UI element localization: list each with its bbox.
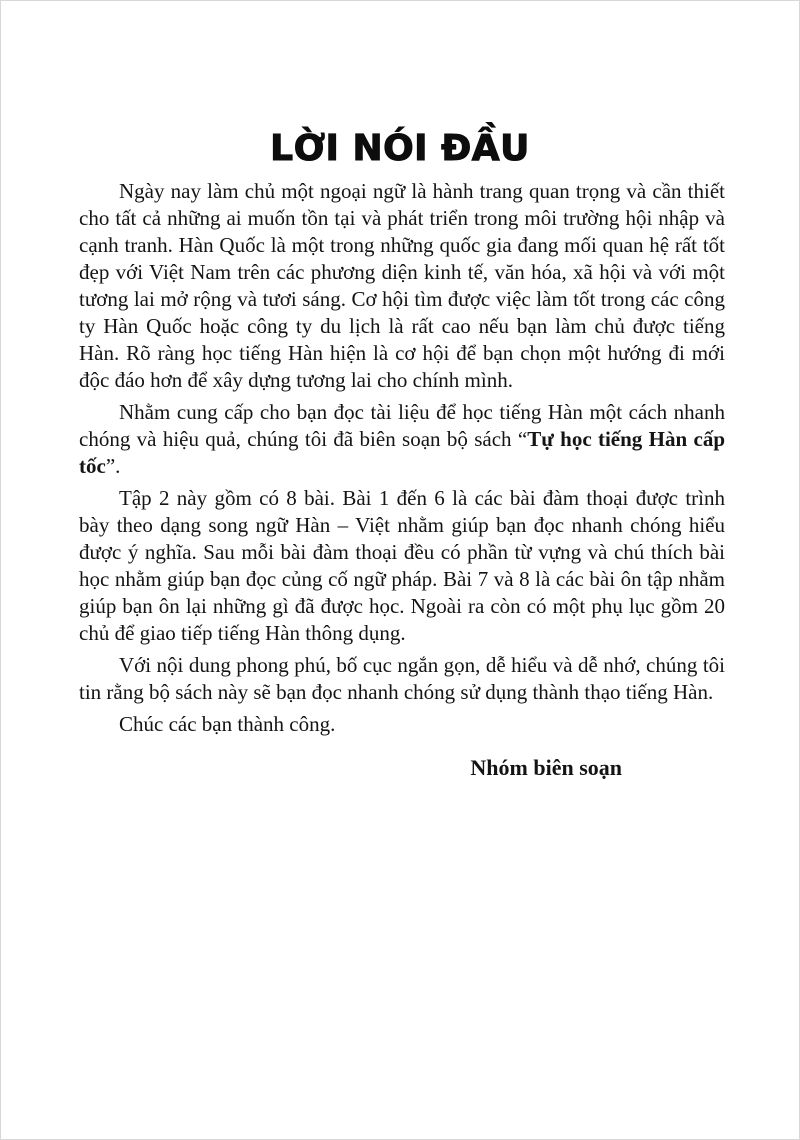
closing-wish-line: Chúc các bạn thành công. bbox=[119, 712, 336, 736]
book-title-emphasis: Tự học tiếng Hàn cấp tốc bbox=[79, 427, 725, 478]
paragraph-intro: Ngày nay làm chủ một ngoại ngữ là hành trang quan trọng và cần thiết cho tất cả những ai muốn tồn tại và phát triển trong môi trường hội nhập và cạnh tranh. Hàn Quốc là một trong những quốc gia đang mối quan hệ rất tốt đẹp với Việt Nam trên các phương diện kinh tế, văn hóa, xã hội và với một tương lai mở rộng và tươi sáng. Cơ hội tìm được việc làm tốt trong các công ty Hàn Quốc hoặc công ty du lịch là rất cao nếu bạn làm chủ được tiếng Hàn. Rõ ràng học tiếng Hàn hiện là cơ hội để bạn chọn một hướng đi mới độc đáo hơn để xây dựng tương lai cho chính mình. bbox=[79, 179, 725, 392]
page-title: LỜI NÓI ĐẦU bbox=[270, 128, 530, 169]
paragraph-book-series bbox=[79, 399, 725, 480]
paragraph-benefits: Với nội dung phong phú, bố cục ngắn gọn, dễ hiểu và dễ nhớ, chúng tôi tin rằng bộ sách này sẽ bạn đọc nhanh chóng sử dụng thành thạo tiếng Hàn. bbox=[79, 653, 725, 704]
page-body bbox=[79, 178, 725, 781]
paragraph-book-series-text: Nhằm cung cấp cho bạn đọc tài liệu để học tiếng Hàn một cách nhanh chóng và hiệu quả, chúng tôi đã biên soạn bộ sách “ bbox=[79, 400, 725, 451]
paragraph-volume-contents: Tập 2 này gồm có 8 bài. Bài 1 đến 6 là các bài đàm thoại được trình bày theo dạng song ngữ Hàn – Việt nhằm giúp bạn đọc nhanh chóng hiểu được ý nghĩa. Sau mỗi bài đàm thoại đều có phần từ vựng và chú thích bài học nhằm giúp bạn đọc củng cố ngữ pháp. Bài 7 và 8 là các bài ôn tập nhằm giúp bạn ôn lại những gì đã được học. Ngoài ra còn có một phụ lục gồm 20 chủ để giao tiếp tiếng Hàn thông dụng. bbox=[79, 486, 725, 645]
author-signature: Nhóm biên soạn bbox=[470, 755, 622, 780]
paragraph-book-series-closing: ”. bbox=[105, 454, 121, 478]
